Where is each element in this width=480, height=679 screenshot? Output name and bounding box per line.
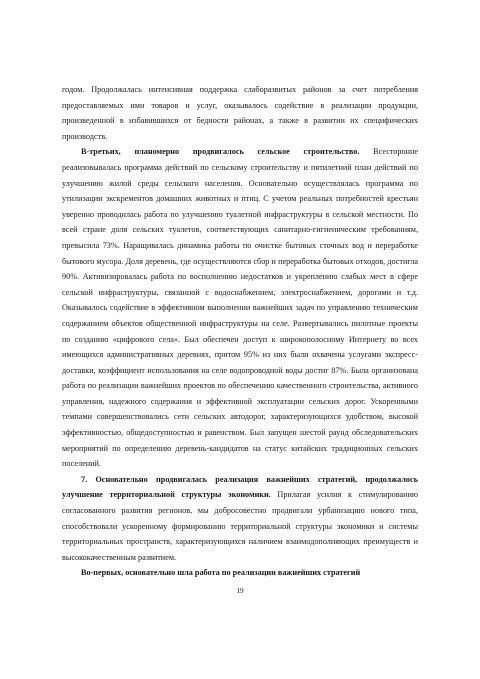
paragraph-body: Прилагая усилия к стимулированию согласованного развития регионов, мы добросовестно продвигали урбанизацию нового типа, способствовали ускоренному формированию территориальной структуры экономики и системы территориальных пространств, характеризующихся наличием взаимодополняющих преимуществ и высококачественным развитием. (62, 490, 419, 562)
paragraph-continuation: годом. Продолжалась интенсивная поддержка слаборазвитых районов за счет потребления предоставляемых ими товаров и услуг, оказывалось содействие в реализации продукции, произведенной в избавившихся от бедности районах, а также в развитии их специфических производств. (62, 85, 418, 141)
page-number: 19 (236, 587, 244, 595)
paragraph-section-7 (62, 472, 418, 566)
paragraph-first-point: Во-первых, основательно шла работа по реализации важнейших стратегий (81, 568, 361, 578)
section-heading: 7. Основательно продвигалась реализация важнейших стратегий, продолжалось улучшение территориальной структуры экономики. (62, 474, 418, 500)
paragraph-heading: В-третьих, планомерно продвигалось сельское строительство. (81, 147, 360, 157)
paragraph-body: Всесторонне реализовывалась программа действий по сельскому строительству и пятилетний план действий по улучшению жилой среды сельского населения. Основательно осуществлялась программа по утилизации экскрементов домашних животных и птиц. С учетом реальных потребностей крестьян уверенно проводилась работа по улучшению туалетной инфраструктуры в сельской местности. По всей стране доля сельских туалетов, соответствующих санитарно-гигиеническим требованиям, превысила 73%. Наращивалась динамика работы по очистке бытовых сточных вод и переработке бытового мусора. Доля деревень, где осуществляются сбор и переработка бытовых отходов, достигла 90%. Активизировалась работа по восполнению недостатков и укреплению слабых мест в сфере сельской инфраструктуры, связанной с водоснабжением, электроснабжением, дорогами и т.д. Оказывалось содействие в эффективном выполнении важнейших задач по управлению техническим содержанием объектов общественной инфраструктуры на селе. Развертывались пилотные проекты по созданию «цифрового села». Был обеспечен доступ к широкополосному Интернету во всех имеющихся административных деревнях, притом 95% из них были охвачены услугами экспресс-доставки, коэффициент использования на селе водопроводной воды достиг 87%. Была организована работа по реализации важнейших проектов по обеспечению качественного строительства, активного управления, надежного содержания и эффективной эксплуатации сельских дорог. Ускоренными темпами совершенствовались сети сельских автодорог, характеризующихся удобством, высокой эффективностью, общедоступностью и равенством. Был запущен шестой раунд обследовательских мероприятий по определению деревень-кандидатов на статус китайских традиционных сельских поселений. (62, 147, 418, 469)
paragraph-rural-construction (62, 144, 418, 471)
